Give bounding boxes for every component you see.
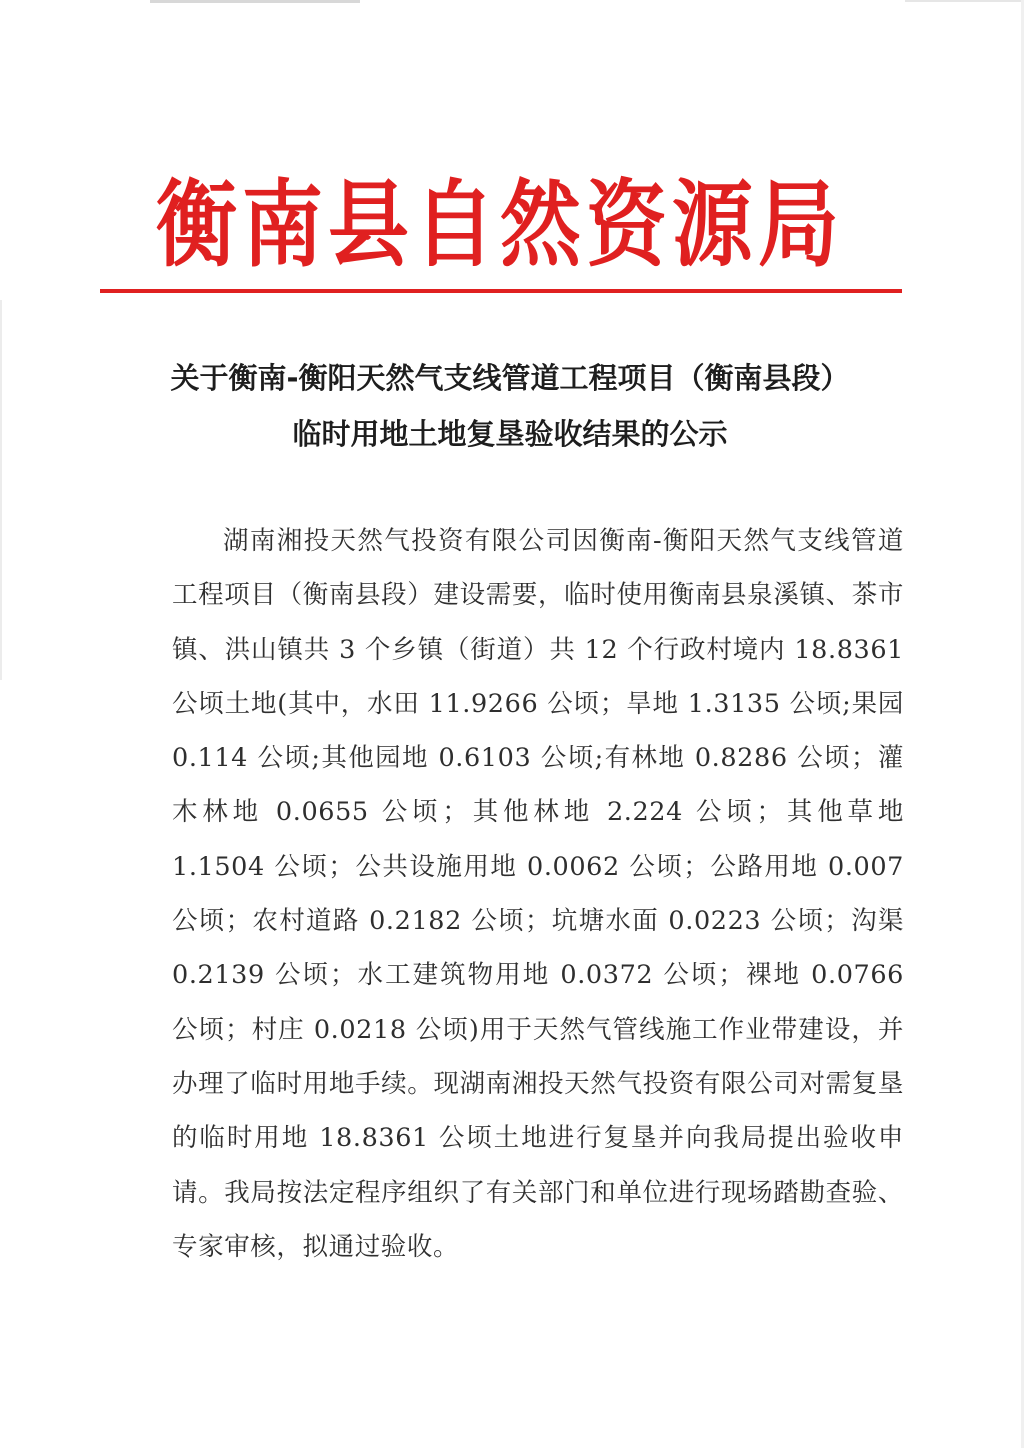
body-paragraph: 湖南湘投天然气投资有限公司因衡南-衡阳天然气支线管道工程项目（衡南县段）建设需要，临时使用衡南县泉溪镇、茶市镇、洪山镇共 3 个乡镇（街道）共 12 个行政村境内 18.8361 公顷土地(其中，水田 11.9266 公顷；旱地 1.3135 公顷;果园 0.114 公顷;其他园地 0.6103 公顷;有林地 0.8286 公顷；灌木林地 0.0655 公顷；其他林地 2.224 公顷；其他草地 1.1504 公顷；公共设施用地 0.0062 公顷；公路用地 0.007 公顷；农村道路 0.2182 公顷；坑塘水面 0.0223 公顷；沟渠 0.2139 公顷；水工建筑物用地 0.0372 公顷；裸地 0.0766 公顷；村庄 0.0218 公顷)用于天然气管线施工作业带建设，并办理了临时用地手续。现湖南湘投天然气投资有限公司对需复垦的临时用地 18.8361 公顷土地进行复垦并向我局提出验收申请。我局按法定程序组织了有关部门和单位进行现场踏勘查验、专家审核，拟通过验收。 bbox=[172, 526, 904, 1262]
letterhead-red-rule bbox=[100, 289, 902, 293]
scan-edge-top-right bbox=[905, 0, 1024, 2]
scan-edge-top bbox=[150, 0, 360, 3]
notice-title-line-1: 关于衡南-衡阳天然气支线管道工程项目（衡南县段） bbox=[170, 361, 850, 395]
notice-title bbox=[110, 350, 910, 462]
letterhead-issuer: 衡南县自然资源局 bbox=[156, 170, 845, 280]
scan-edge-left bbox=[0, 300, 2, 680]
notice-title-line-2: 临时用地土地复垦验收结果的公示 bbox=[292, 417, 728, 451]
